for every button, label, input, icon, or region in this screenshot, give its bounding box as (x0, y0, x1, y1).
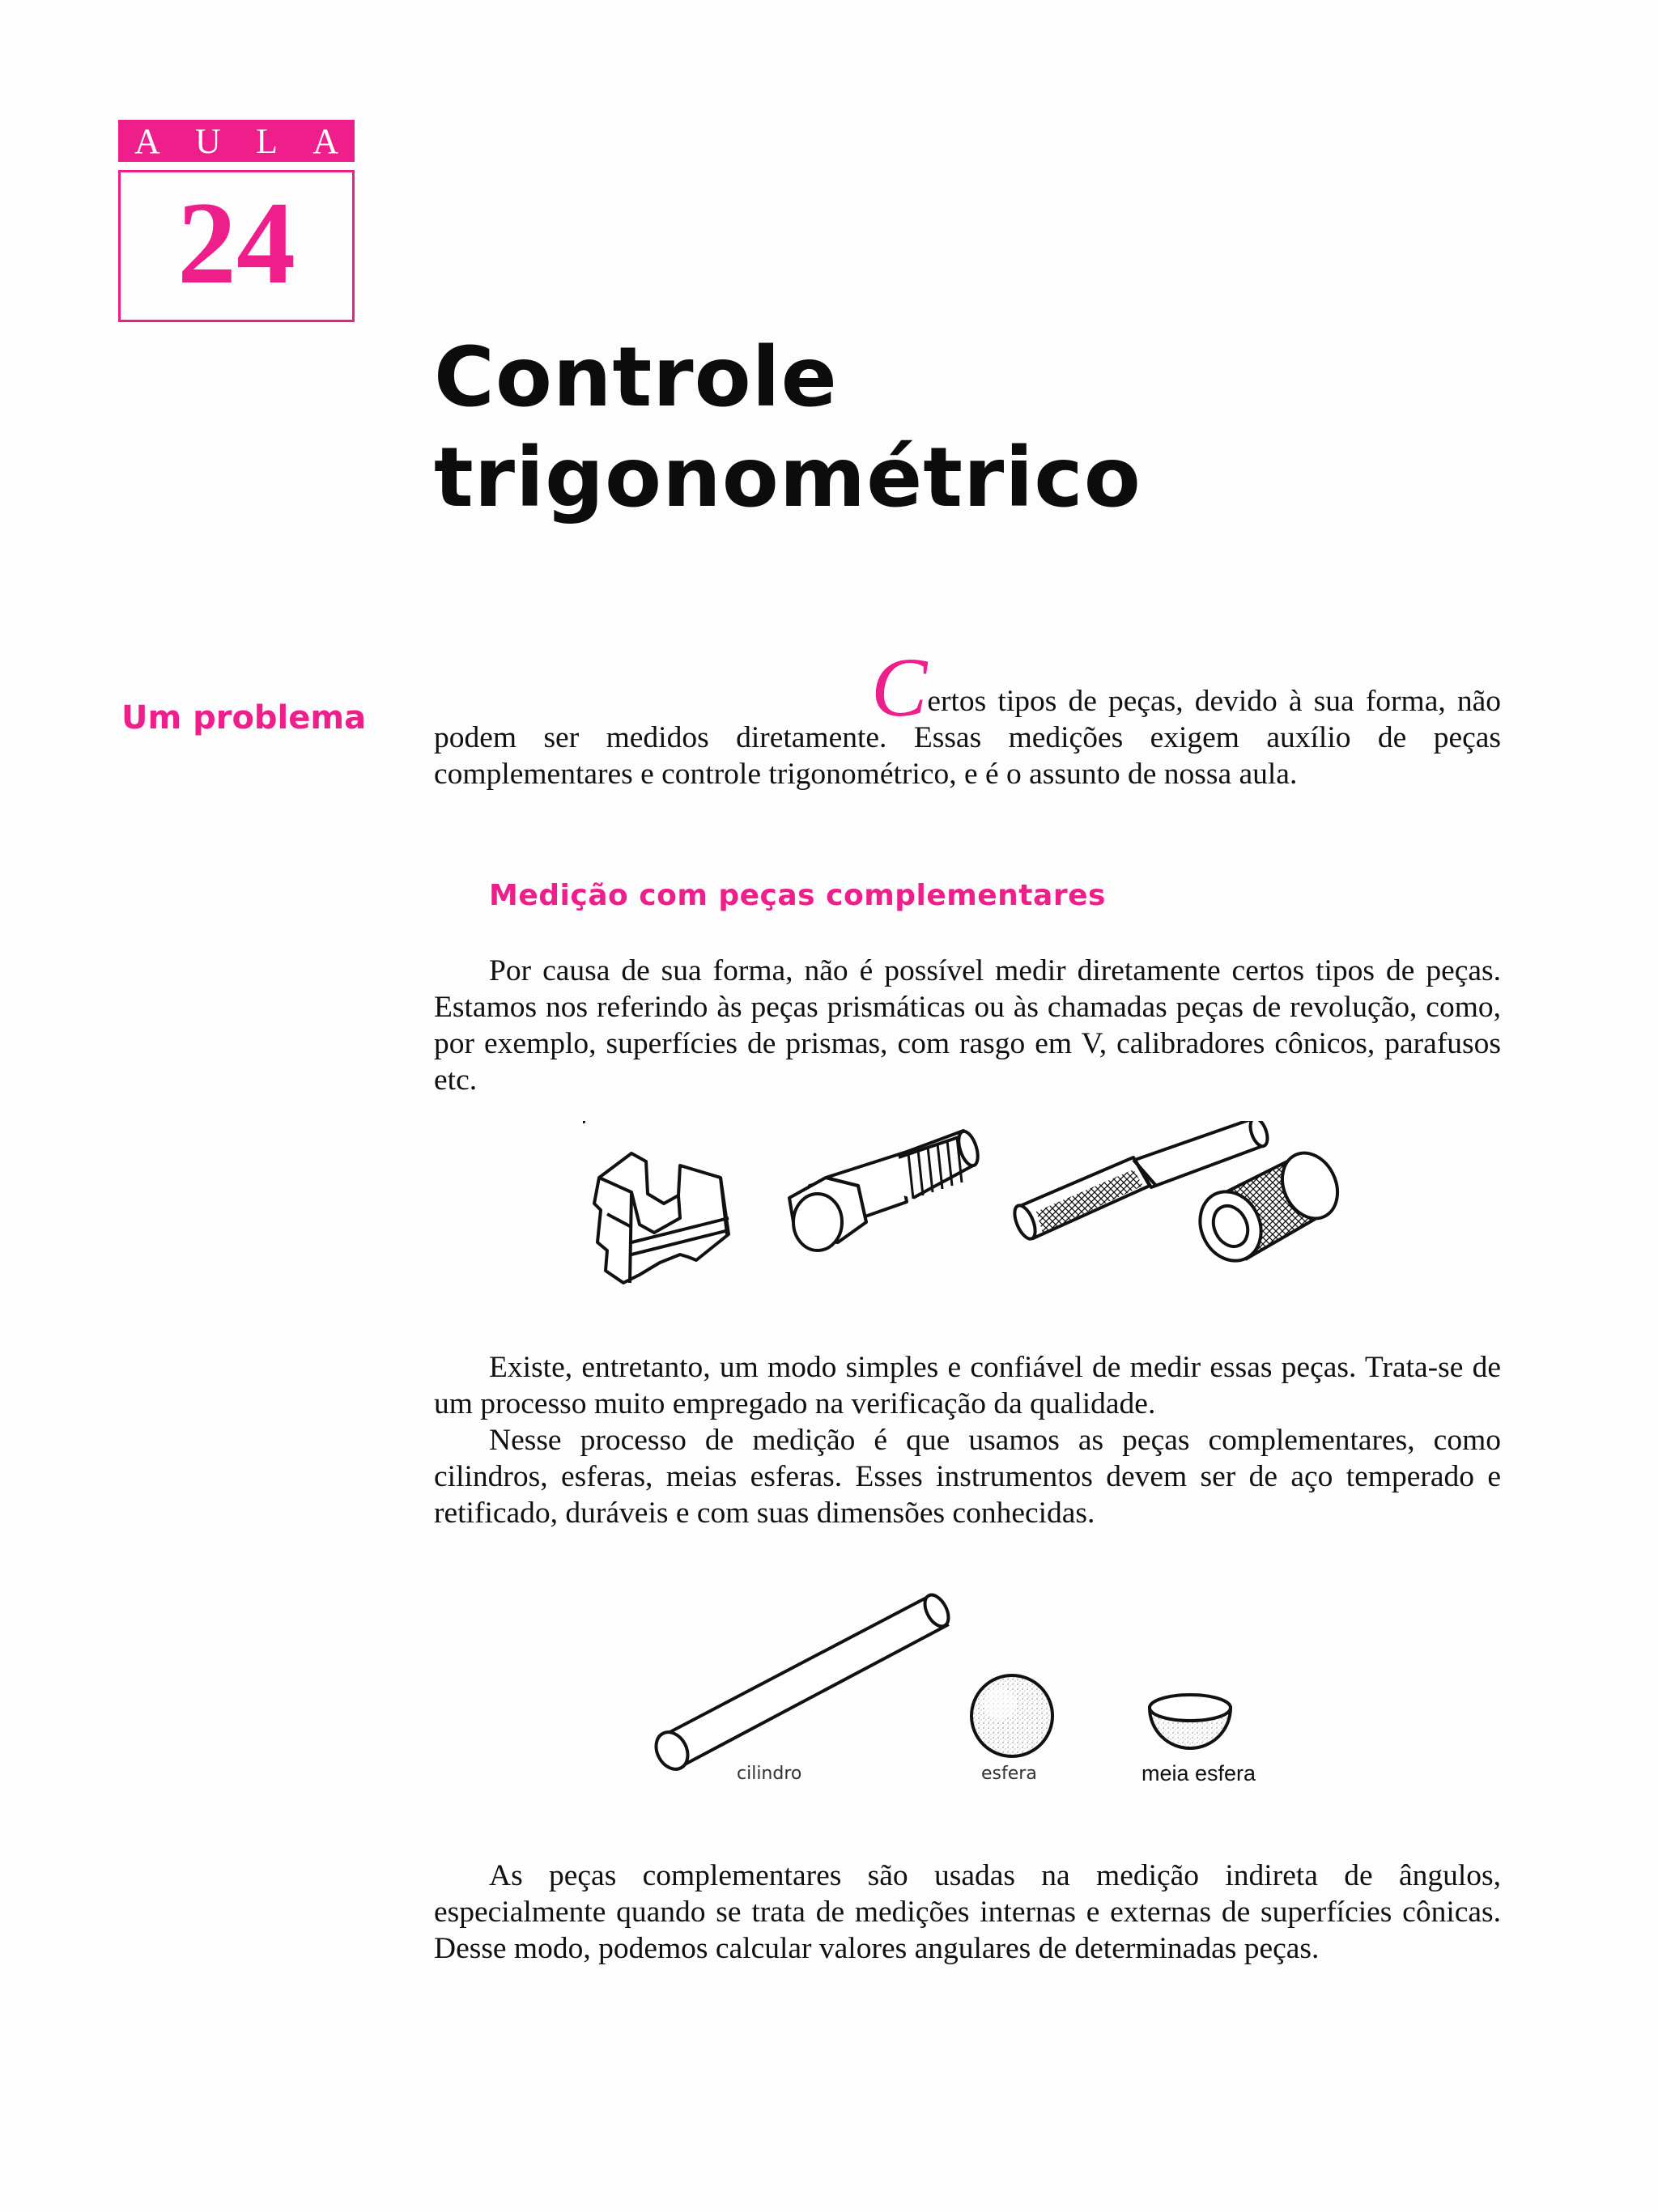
paragraph-text: Por causa de sua forma, não é possível medir diretamente certos tipos de peças. Estamos nos referindo às peças prismáticas ou às chamadas peças de revolução, como, por exemplo, superfícies de prismas, com rasgo em V, calibradores cônicos, parafusos etc. (434, 954, 1501, 1097)
drop-cap: C (871, 641, 928, 734)
chapter-badge (118, 120, 355, 322)
chapter-label-letter: A (312, 121, 338, 161)
body-paragraph (434, 1857, 1501, 1967)
half-sphere-label: meia esfera (1141, 1761, 1256, 1785)
body-paragraph (434, 953, 1501, 1098)
intro-paragraph (434, 641, 1501, 792)
v-block-prism (594, 1153, 729, 1283)
intro-text: ertos tipos de peças, devido à sua forma, não podem ser medidos diretamente. Essas medições exigem auxílio de peças complementares e controle trigonométrico, e é o assunto de nossa aula. (434, 685, 1501, 791)
cylinder-illustration (650, 1591, 954, 1775)
figure-complementary-pieces (648, 1586, 1295, 1797)
section-side-label: Um problema (121, 699, 367, 737)
subsection-heading: Medição com peças complementares (489, 879, 1106, 912)
page-title-line: trigonométrico (434, 430, 1141, 526)
page-title-line: Controle (434, 329, 838, 426)
chapter-label (118, 120, 355, 162)
paragraph-text: Existe, entretanto, um modo simples e confiável de medir essas peças. Trata-se de um processo muito empregado na verificação da qualidade. (434, 1351, 1501, 1420)
paragraph-text: As peças complementares são usadas na medição indireta de ângulos, especialmente quando se trata de medições internas e externas de superfícies cônicas. Desse modo, podemos calcular valores angulares de determinadas peças. (434, 1859, 1501, 1965)
paragraph-text: Nesse processo de medição é que usamos as peças complementares, como cilindros, esferas, meias esferas. Esses instrumentos devem ser de aço temperado e retificado, duráveis e com suas dimensões conhecidas. (434, 1424, 1501, 1530)
chapter-label-letter: U (195, 121, 221, 161)
figure-parts-illustration (583, 1121, 1360, 1299)
hex-bolt (789, 1129, 981, 1250)
chapter-number-frame (118, 170, 355, 322)
body-paragraph (434, 1349, 1501, 1531)
chapter-number: 24 (177, 177, 295, 308)
page-title (434, 328, 1486, 529)
chapter-label-letter: A (134, 121, 160, 161)
chapter-label-letter: L (256, 121, 278, 161)
sphere-illustration (971, 1675, 1052, 1756)
half-sphere-illustration (1150, 1695, 1231, 1748)
cylinder-label: cilindro (737, 1764, 802, 1784)
sphere-label: esfera (981, 1764, 1037, 1784)
